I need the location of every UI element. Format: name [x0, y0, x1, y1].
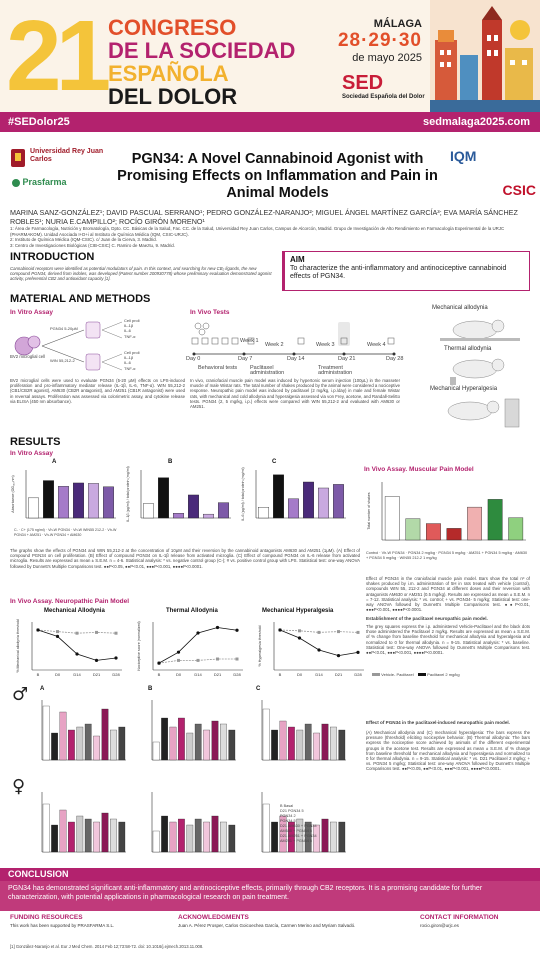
neuro-sub-thermal: Thermal Allodynia: [166, 608, 218, 614]
x-tick-label: D0: [175, 672, 182, 677]
bar: [73, 483, 84, 518]
contact-heading: CONTACT INFORMATION: [420, 914, 499, 921]
bar: [102, 813, 108, 852]
data-point: [197, 659, 200, 662]
bar: [68, 822, 74, 852]
week-label: Week 3: [316, 342, 335, 348]
legend-entry: B Basal: [280, 804, 294, 808]
data-point: [95, 659, 98, 662]
bar: [85, 724, 91, 760]
treat-female-b: [140, 788, 240, 858]
data-point: [177, 659, 180, 662]
legend-entry: D21 AM251 + PGN34: [280, 834, 317, 838]
day-label: Day 0: [186, 356, 201, 362]
x-tick-label: B: [36, 672, 40, 677]
y-axis-label: % Hyperalgesia threshold: [258, 625, 262, 667]
bar: [218, 503, 229, 518]
data-point: [157, 662, 160, 665]
legend-entry: Vh-W PGN34: [381, 551, 405, 555]
in-vitro-caption: The graphs show the effects of PGN34 and WIN 55,212-2 at the concentration of 10μM and their reversion by the cannabinoid antagonists AM630 and AM251 (1μM). (A) Effect of compound PGN34 on cell proliferation. (B) Effect of compound PGN34 on IL-1β release from activated microglia. (C) Effect of compound PGN34 on IL-6 release from activated microglia. Results are expressed as mean ± S.E.M. n = 4-6. Statistical analysis: * vs. negative control group (C-); # vs. positive control group with LPS. Statistical test: one-way ANOVA followed by Dunnett's Multiple Comparisons test. ●●P<0.05, ●●P<0.01, ●●●P<0.001, ●●●●P<0.0001.: [10, 548, 360, 569]
panel-label-c2: C: [256, 686, 261, 692]
prasfarma-text: Prasfarma: [22, 177, 67, 188]
sed-name: Sociedad Española del Dolor: [342, 94, 425, 100]
bar: [102, 709, 108, 760]
legend-treatment: Treatment administration: [318, 365, 353, 377]
bar: [297, 730, 303, 760]
data-point: [318, 631, 321, 634]
university-logo: Universidad Rey Juan Carlos: [30, 148, 104, 163]
data-point: [95, 631, 98, 634]
bar: [263, 709, 269, 760]
treat-female-a: [30, 788, 130, 858]
chart-muscular-pain: [366, 478, 530, 548]
bar: [195, 819, 201, 852]
affiliations: [10, 226, 530, 248]
results-in-vitro: In Vitro Assay: [10, 450, 53, 457]
y-axis-label: Nociceptive score (normalized): [137, 621, 141, 671]
legend-entry: Vh-W PGN34 + AM251: [14, 528, 117, 538]
panel-label-c: C: [272, 459, 277, 465]
malaga-illustration: [430, 0, 540, 112]
bar: [85, 819, 91, 852]
bar: [385, 497, 399, 541]
in-vitro-schematic: [10, 318, 185, 374]
paclitaxel-caption: The grey squares express the i.p. administered Vehicle-Paclitaxel and the black dots those administered the Paclitaxel 2 mg/kg. Results are expressed as mean ± S.E.M. of % change from baseline threshold for mechanical allodynia and hyperalgesia and normalized to 0 for thermal allodynia. n = 9-15. Statistical analysis: * vs. baseline. Statistical test: One-way ANOVA followed by Dunnett's Multiple Comparisons test. ●●P<0.01, ●●●P<0.001, ●●●●P<0.0001.: [366, 624, 530, 656]
affiliation-1: 1: Área de Farmacología, Nutrición y Bromatología, Dpto. CC. Básicas de la Salud, Fac. CC. de la Salud, Universidad Rey Juan Carlos, Campus de Alcorcón, Madrid. Grupo de Investigación de Alto Rendimiento en Farmacología Experimental de la URJC (PHARMAKOM). Unidad Asociada I+D+i al Instituto de Química Médica (IQM, CSIC-URJC).: [10, 226, 505, 237]
bar: [488, 499, 502, 540]
line-mech-allodynia: [14, 618, 126, 680]
hashtag: #SEDolor25: [8, 116, 70, 128]
neuro-legend: [372, 672, 460, 677]
neuro-sub-mech-allo: Mechanical Allodynia: [44, 608, 105, 614]
x-tick-label: D21: [213, 672, 222, 677]
legend-entry: Vh-W PGN34 + AM630: [44, 533, 82, 538]
cell-label: TNF-α: [124, 333, 136, 339]
day-label: Day 28: [386, 356, 404, 362]
bar: [143, 504, 154, 518]
bar: [305, 724, 311, 760]
cell-label: Cell proli: [124, 350, 140, 355]
bar: [447, 528, 461, 540]
bar: [153, 742, 159, 760]
bar: [161, 816, 167, 852]
ack-text: Juan A. Pérez Prosper, Carlos Goicoechea García, Carmen Merino and Myriam Salvadó.: [178, 923, 356, 928]
edition-number: 21: [6, 0, 106, 112]
legend-entry: PGN34 2: [280, 814, 296, 818]
x-tick-label: D0: [54, 672, 61, 677]
day-label: Day 14: [287, 356, 305, 362]
legend-entry: Vehicle- Paclitaxel: [381, 672, 414, 677]
legend-entry: D21 PGN34 5: [280, 809, 304, 813]
in-vitro-method-text: BV2 microglial cells were used to evaluate PGN34 (5-20 μM) effects on LPS-induced proliferation and pro-inflammatory mediator release (IL-1β, IL-6, TNF-α). WIN 55,212-2 (CB1/CB2R agonist), AM630 (CB2R antagonist), and AM251 (CB1R antagonist) were used in reversal assays. Proliferation was assessed via colorimetric assay, and cytokine release via ELISA (450 nm absorbance).: [10, 378, 185, 404]
in-vitro-subheading: In Vitro Assay: [10, 309, 53, 316]
bar: [212, 721, 218, 760]
rat-thermal-illustration: [430, 355, 530, 385]
bar: [51, 825, 57, 852]
day-label: Day 21: [338, 356, 356, 362]
y-axis-label: Total number of shakes: [367, 492, 371, 530]
data-point: [56, 635, 59, 638]
bar: [93, 822, 99, 852]
csic-logo: CSIC: [502, 182, 536, 198]
neuro-sub-mech-hyper: Mechanical Hyperalgesia: [262, 608, 334, 614]
bar: [288, 727, 294, 760]
bar: [43, 706, 49, 760]
data-point: [356, 651, 359, 654]
in-vivo-subheading: In Vivo Tests: [190, 309, 230, 316]
ack-heading: ACKNOWLEDGMENTS: [178, 914, 249, 921]
x-tick-label: D28: [354, 672, 362, 677]
cell-labels-2: [124, 350, 140, 371]
line-thermal-allodynia: [135, 618, 247, 680]
bar: [509, 518, 523, 540]
congress-line-3: ESPAÑOLA: [108, 61, 229, 87]
chart-il6: [240, 466, 350, 526]
website-link[interactable]: sedmalaga2025.com: [422, 116, 530, 128]
data-point: [56, 630, 59, 633]
bar: [318, 488, 329, 518]
y-axis-label: IL-6 (pg/ml) / total protein (mg/ml): [241, 467, 245, 521]
bar: [170, 822, 176, 852]
bar: [203, 514, 214, 518]
week-label: Week 4: [367, 342, 386, 348]
bar: [43, 804, 49, 852]
bar: [271, 822, 277, 852]
data-point: [196, 631, 199, 634]
panel-label-b2: B: [148, 686, 153, 692]
left-logos: [10, 148, 105, 187]
cell-label: IL-6: [124, 328, 131, 334]
treat-title: Effect of PGN34 in the paclitaxel-induced neuropathic pain model.: [366, 720, 510, 725]
congress-dates: [326, 18, 422, 64]
data-point: [76, 632, 79, 635]
bar: [119, 822, 125, 852]
congress-line-2: DE LA SOCIEDAD: [108, 38, 296, 64]
x-tick-label: B: [278, 672, 282, 677]
muscular-legend: Control · Vh-W PGN34 · PGN34 2 mg/kg · PGN34 5 mg/kg · AM251 + PGN34 5 mg/kg · AM630 + PGN34 5 mg/kg · WIN55 212-2 1 mg/kg: [366, 551, 528, 561]
reference: [1] González-Naranjo et al. Eur J Med Chem. 2014 Feb 12;73:58-72. doi: 10.1016/j.ejmech.2013.11.008.: [10, 944, 204, 949]
y-axis-label: IL-1β (pg/ml) / total protein (mg/ml): [126, 466, 130, 522]
bar: [161, 718, 167, 760]
treat-male-b: [140, 696, 240, 766]
aim-heading: AIM: [290, 255, 305, 264]
legend-entry: PGN34 2 mg/kg: [408, 551, 436, 555]
legend-entry: Paclitaxel 2 mg/kg: [427, 672, 460, 677]
conclusion-heading: CONCLUSION: [0, 868, 540, 881]
data-point: [216, 626, 219, 629]
bar: [220, 724, 226, 760]
bar: [119, 727, 125, 760]
thermal-allodynia-label: Thermal allodynia: [444, 346, 492, 352]
treat-male-c: [250, 696, 350, 766]
bar: [187, 825, 193, 852]
female-symbol-icon: ♀: [12, 776, 26, 797]
bar: [229, 730, 235, 760]
data-point: [337, 630, 340, 633]
methods-heading: MATERIAL AND METHODS: [10, 293, 151, 305]
congress-header: [0, 0, 540, 112]
cell-line-label: BV2 microglial cell: [10, 354, 46, 359]
treat-caption: (A) Mechanical allodynia and (C) mechanical hyperalgesia: The bars express the pressure (threshold) eliciting nociceptive behavior. (B) Thermal allodynia: The bars express the nociceptive score achieved by animals of the different experimental groups in the acetone test. Results are expressed as mean ± S.E.M. of % change from baseline threshold for mechanical allodynia and hyperalgesia and normalized to 0 for thermal allodynia. n = 9-15. Statistical analysis: * vs. D21 Paclitaxel 2 mg/kg; + vs. PGN34 5 mg/kg; Statistical test: one-way ANOVA followed by Dunnett's Multiple Comparisons test. ●●P<0.05, ●●P<0.01, ●●●P<0.001, ●●●●P<0.0001.: [366, 730, 530, 772]
bar: [212, 816, 218, 852]
rat-hyperalgesia-illustration: [430, 395, 530, 429]
legend-entry: Vh-W WIN55 212-2: [73, 528, 105, 532]
bar: [77, 816, 83, 852]
legend-entry: AM630 + PGN34 5: [280, 829, 312, 833]
week-label: Week 1: [240, 338, 259, 344]
bar: [68, 730, 74, 760]
legend-entry: Control: [366, 551, 379, 555]
cell-label: IL-1β: [124, 323, 134, 329]
drug2-label: WIN 55,212-2: [50, 358, 75, 363]
city: MÁLAGA: [373, 18, 422, 30]
prasfarma-logo: [12, 177, 105, 187]
bar: [426, 524, 440, 540]
bar: [322, 724, 328, 760]
sed-logo: SED: [342, 72, 384, 94]
y-axis-label: Absorbance (OD₄₅₀nm): [11, 475, 15, 513]
legend-entry: PGN34 5: [280, 819, 296, 823]
bar: [28, 498, 39, 518]
drug1-label: PGN34 5-20μM: [50, 326, 78, 331]
bar: [333, 484, 344, 518]
bar: [203, 730, 209, 760]
x-tick-label: D28: [233, 672, 241, 677]
bar: [467, 507, 481, 540]
bar: [220, 822, 226, 852]
paclitaxel-title: Establishment of the paclitaxel neuropathic pain model.: [366, 616, 488, 621]
in-vivo-method-text: In vivo, craniofacial muscle pain model was induced by hypertonic serum injection (100μL) in the masseter muscle of male Wistar rats. The total number of shakes produced by the animal were considered a nociceptive response. Neuropathic pain model was induced by paclitaxel (2 mg/kg, i.p./day) in male and female Wistar rats, with mechanical and cold allodynia and hyperalgesia assessed via von Frey, acetone, and Randall-Selitto tests. PGN34 (2, 5 mg/kg, i.p.) effects were compared with WIN 55,212-2 and evaluated with AM630 or AM251.: [190, 378, 400, 410]
chart-il1b: [125, 466, 235, 526]
affiliation-2: 2: Instituto de Química Médica (IQM-CSIC). c/ Juan de la Cierva, 3. Madrid.: [10, 237, 157, 243]
bar: [173, 513, 184, 518]
intro-text: Cannabinoid receptors were identified as potential modulators of pain. In this context, and searching for new CB₂ ligands, the new compound PGN34, derived from indoles, was developed (Patent number 200930778) whose preliminary evaluation demonstrated agonist activity, preferential CB2 and antioxidant capacity [1].: [10, 266, 272, 282]
bar: [88, 483, 99, 518]
bar: [43, 481, 54, 518]
bar: [178, 819, 184, 852]
legend-entry: C+ (175 ng/ml): [21, 528, 45, 532]
x-tick-label: D21: [92, 672, 101, 677]
bar: [288, 499, 299, 518]
line-mech-hyperalgesia: [256, 618, 368, 680]
bar: [330, 727, 336, 760]
data-point: [357, 631, 360, 634]
bar: [195, 724, 201, 760]
muscular-caption: Effect of PGN34 in the craniofacial muscle pain model. Bars show the total nº of shakes produced by i.m. administration of 5H in rats treated with vehicle (control), compounds WIN 55, 212-2 and PGN34 at different doses and their reversion with antagonists AM630 or AM251 (0.5 mg/kg). Results are expressed as mean ± S.E.M. n = 7-12. Statistical analysis: * vs. control; + vs. PGN34- 5 mg/kg; Statistical test: one-way ANOVA followed by Dunnett's Multiple Comparisons test. ●●P<0.01, ●●●P<0.001, ●●●●P<0.0001.: [366, 576, 530, 613]
bar: [313, 733, 319, 760]
y-axis-label: % Mechanical allodynia threshold: [16, 619, 20, 673]
intro-heading: INTRODUCTION: [10, 251, 95, 263]
contact-email[interactable]: rocio.giron@urjc.es: [420, 923, 459, 928]
x-tick-label: D21: [334, 672, 343, 677]
x-tick-label: B: [157, 672, 161, 677]
legend-entry: D21 AM630 + PGN34: [280, 824, 317, 828]
bar: [170, 727, 176, 760]
cell-label: IL-6: [124, 360, 131, 366]
affiliation-3: 3: Centro de Investigaciones Biológicas (CIB-CSIC) C. Ramiro de Maeztu, 9. Madrid.: [10, 242, 175, 248]
treat-legend: [280, 804, 364, 844]
treat-male-a: [30, 696, 130, 766]
data-point: [177, 651, 180, 654]
legend-entry: PGN34 5 mg/kg: [438, 551, 466, 555]
data-point: [236, 658, 239, 661]
in-vitro-legend: C- · C+ (175 ng/ml) · Vh-W PGN34 · Vh-W WIN55 212-2 · Vh-W PGN34 + AM251 · Vh-W PGN34 + AM630: [14, 528, 117, 538]
bar: [229, 825, 235, 852]
aim-box: [282, 251, 530, 291]
congress-title: [108, 16, 295, 108]
bar: [271, 730, 277, 760]
authors: MARINA SANZ-GONZÁLEZ¹; DAVID PASCUAL SERRANO¹; PEDRO GONZÁLEZ-NARANJO²; MIGUEL ÁNGEL MARTÍNEZ GARCÍA³; EVA MARÍA SÁNCHEZ ROBLES¹; NURIA E.CAMPILLO²; ROCÍO GIRÓN MORENO¹: [10, 208, 518, 226]
bar: [93, 736, 99, 760]
legend-swatch-vehicle: [372, 673, 380, 676]
x-tick-label: D14: [73, 672, 81, 677]
results-heading: RESULTS: [10, 436, 61, 448]
data-point: [36, 628, 39, 631]
data-point: [298, 629, 301, 632]
panel-label-b: B: [168, 459, 173, 465]
iqm-logo: IQM: [450, 148, 477, 164]
legend-behavioral: Behavioral tests: [198, 365, 238, 371]
legend-entry: Vh-W PGN34: [48, 528, 70, 532]
muscular-title: In Vivo Assay. Muscular Pain Model: [364, 466, 474, 473]
aim-text: To characterize the anti-inflammatory and antinociceptive cannabinoid effects of PGN34.: [290, 265, 507, 280]
bar: [178, 718, 184, 760]
chart-proliferation: [10, 466, 120, 526]
data-point: [278, 628, 281, 631]
bar: [406, 519, 420, 540]
bar: [188, 495, 199, 518]
bar: [51, 733, 57, 760]
panel-label-a2: A: [40, 686, 45, 692]
data-point: [115, 632, 118, 635]
bar: [339, 730, 345, 760]
bar: [60, 810, 66, 852]
bar: [58, 486, 69, 518]
data-point: [235, 629, 238, 632]
funding-text: This work has been supported by PRASFARMA S.L.: [10, 923, 115, 928]
bar: [273, 475, 284, 518]
month: de mayo 2025: [352, 52, 422, 64]
bar: [60, 712, 66, 760]
bar: [263, 804, 269, 852]
data-point: [114, 656, 117, 659]
legend-entry: AM251 + PGN34 5 mg/kg: [468, 551, 512, 555]
bar: [110, 819, 116, 852]
bar: [258, 507, 269, 518]
bar: [158, 478, 169, 518]
legend-paclitaxel: Paclitaxel administration: [250, 365, 285, 377]
data-point: [298, 636, 301, 639]
cell-label: Cell proli: [124, 318, 140, 323]
cell-label: IL-1β: [124, 355, 134, 361]
bar: [303, 482, 314, 518]
cell-label: TNF-α: [124, 365, 136, 371]
hashtag-banner: [0, 112, 540, 132]
legend-entry: C-: [14, 528, 18, 532]
mech-allodynia-label: Mechanical allodynia: [432, 305, 488, 311]
x-tick-label: D14: [194, 672, 202, 677]
bar: [103, 487, 114, 518]
university-crest-icon: [10, 148, 26, 168]
x-tick-label: D28: [112, 672, 120, 677]
bar: [77, 727, 83, 760]
male-symbol-icon: ♂: [12, 684, 29, 705]
bar: [280, 721, 286, 760]
right-logos: [450, 148, 536, 198]
bar: [110, 730, 116, 760]
neuro-title: In Vivo Assay. Neuropathic Pain Model: [10, 598, 130, 605]
funding-heading: FUNDING RESOURCES: [10, 914, 83, 921]
day-label: Day 7: [238, 356, 253, 362]
mech-hyperalgesia-label: Mechanical Hyperalgesia: [430, 386, 498, 392]
legend-swatch-paclitaxel: [418, 673, 426, 676]
data-point: [337, 654, 340, 657]
cell-labels-1: [124, 318, 140, 339]
data-point: [75, 652, 78, 655]
legend-entry: AM630 + PGN34 5 mg/kg: [366, 551, 528, 561]
panel-label-a: A: [52, 459, 57, 465]
x-tick-label: D14: [315, 672, 323, 677]
data-point: [216, 658, 219, 661]
prasfarma-icon: [12, 179, 20, 187]
legend-entry: WIN55 212-2 1 mg/kg: [399, 556, 437, 561]
congress-line-1: CONGRESO: [108, 15, 237, 40]
data-point: [317, 648, 320, 651]
bar: [187, 733, 193, 760]
paper-title: PGN34: A Novel Cannabinoid Agonist with Promising Effects on Inflammation and Pain in Animal Models: [117, 151, 438, 201]
conclusion-text: PGN34 has demonstrated significant anti-inflammatory and antinociceptive effects, primarily through CB2 receptors. It is a promising candidate for further characterization, with potential applications in pharmacological research on pain treatment.: [0, 881, 540, 911]
x-tick-label: D0: [296, 672, 303, 677]
congress-line-4: DEL DOLOR: [108, 84, 238, 110]
week-label: Week 2: [265, 342, 284, 348]
rat-allodynia-illustration: [430, 314, 530, 344]
days: 28·29·30: [337, 30, 422, 51]
bar: [203, 822, 209, 852]
bar: [153, 831, 159, 852]
legend-entry: AM251 + PGN34 5: [280, 839, 312, 843]
